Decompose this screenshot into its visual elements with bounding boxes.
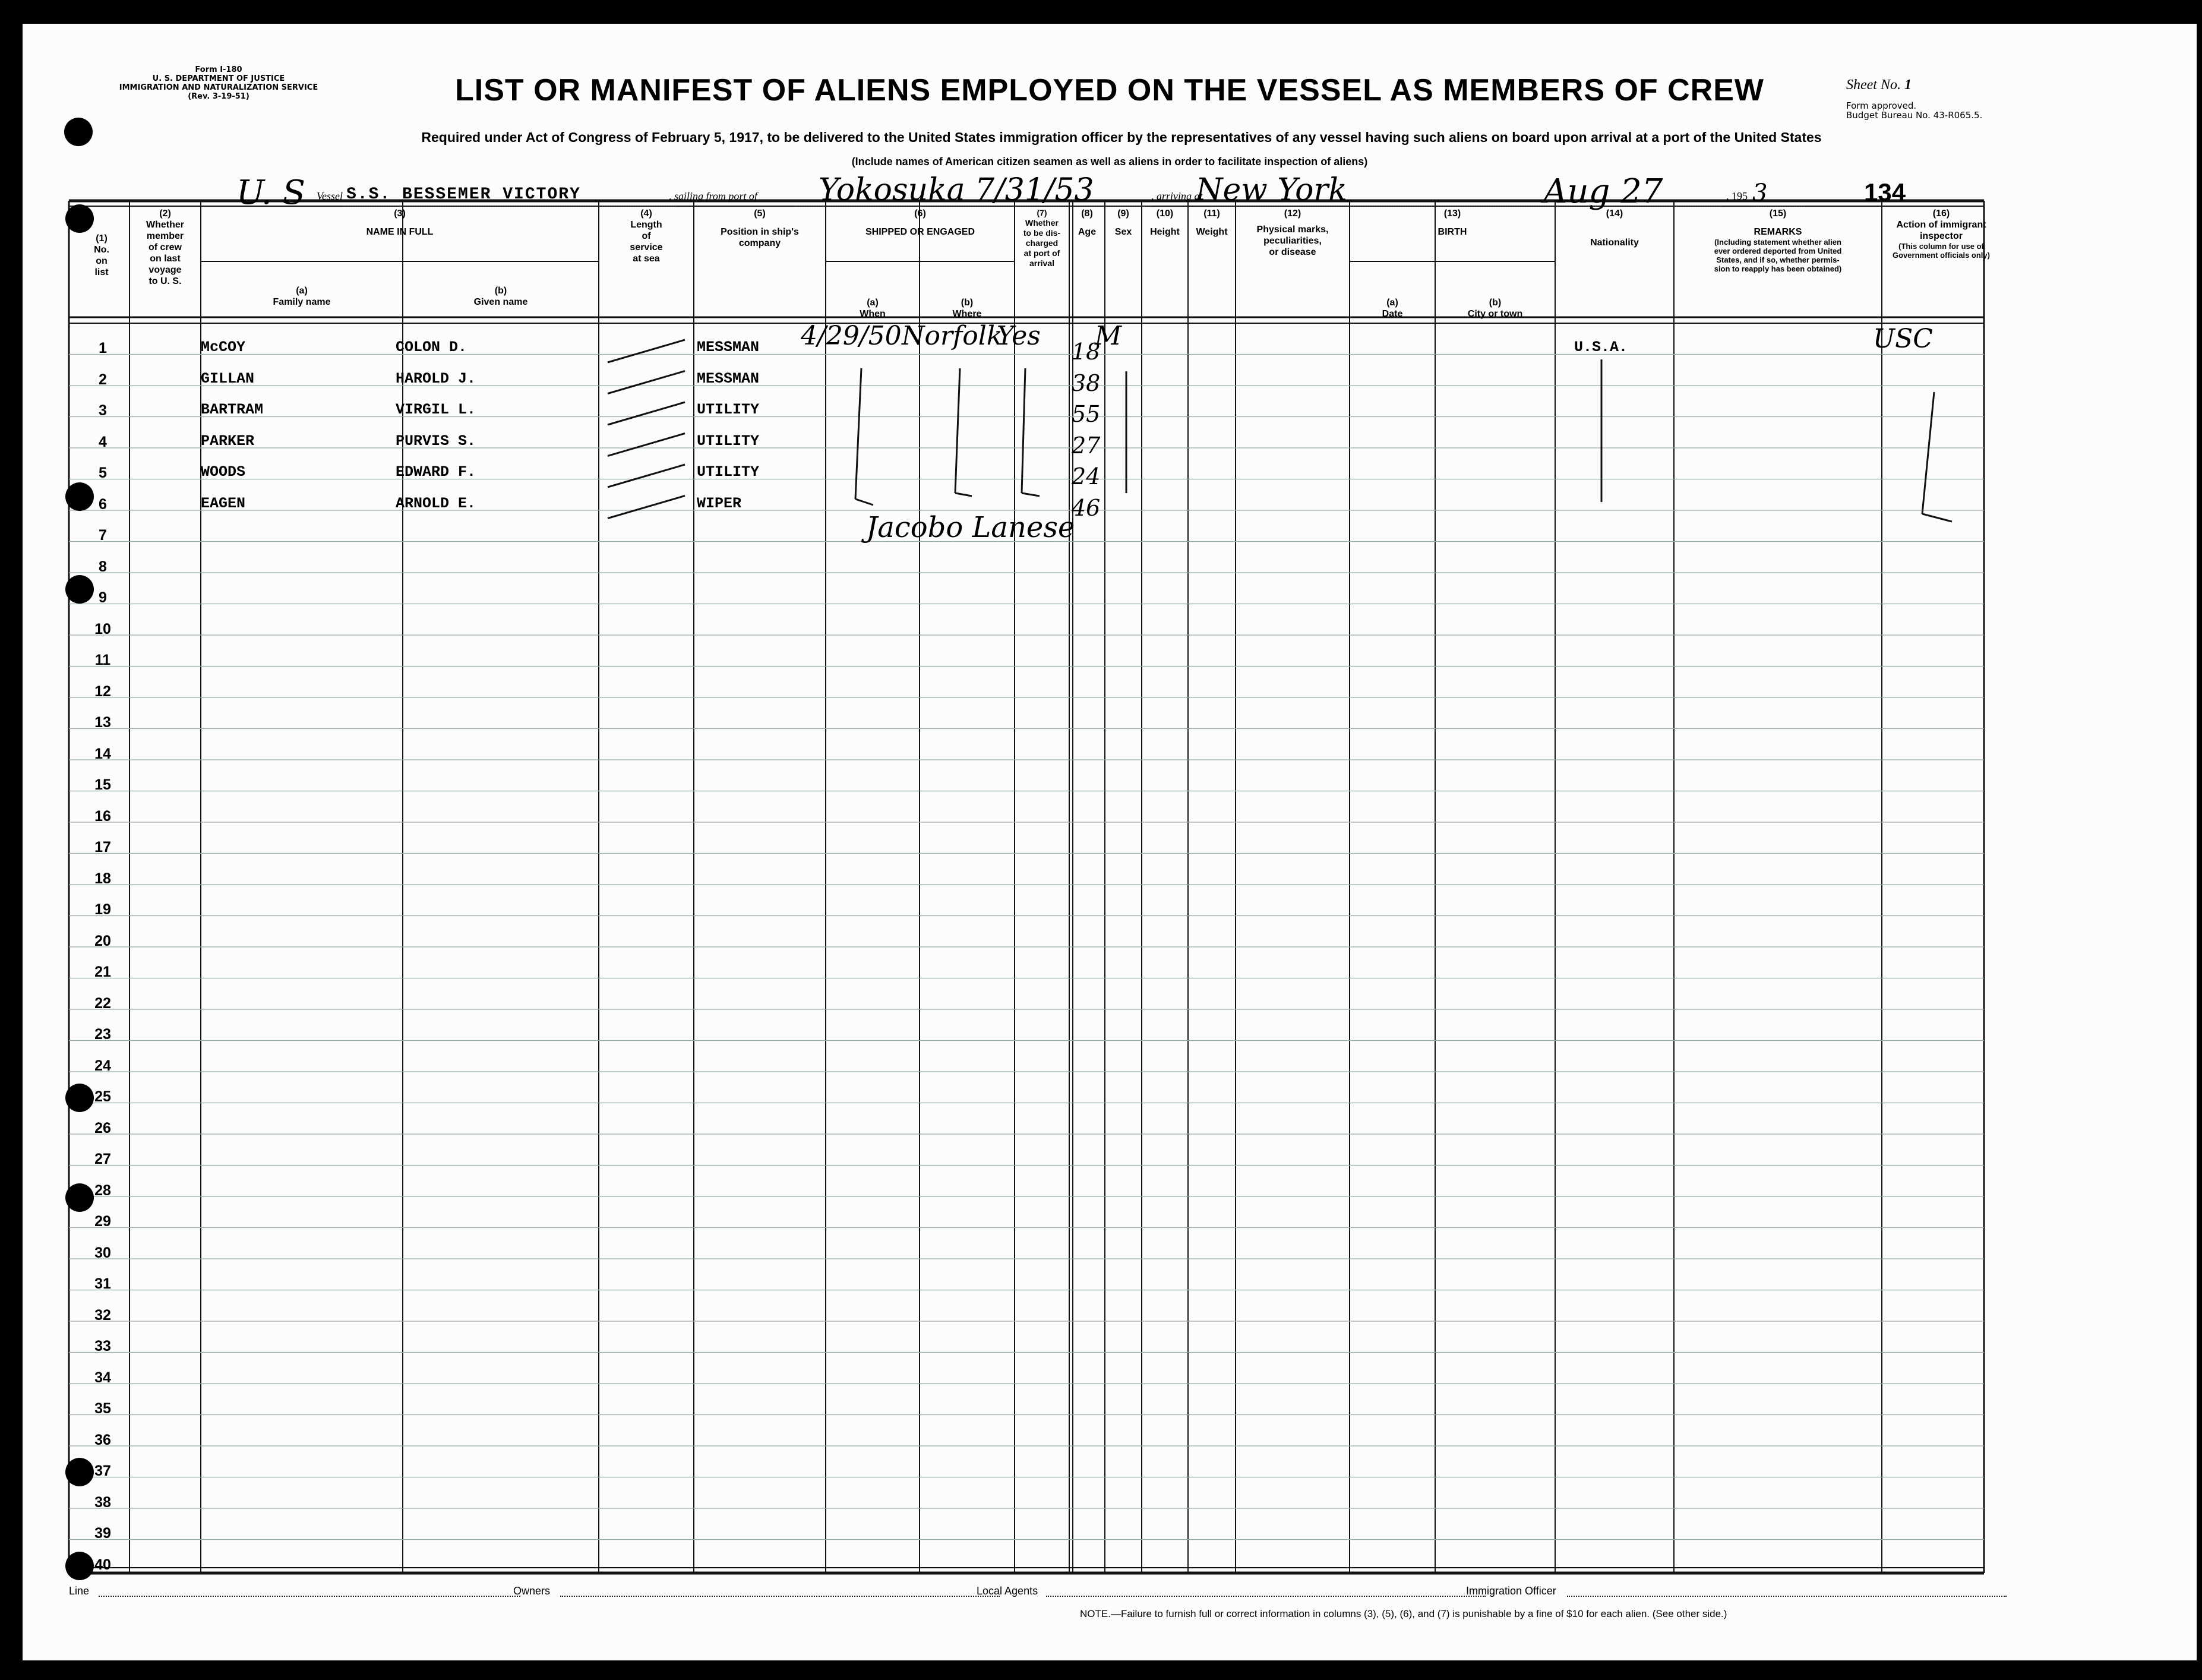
row-number: 15 [94, 776, 111, 793]
punch-hole [65, 482, 94, 511]
crew-age: 27 [1072, 432, 1101, 459]
crew-position: MESSMAN [697, 370, 760, 387]
footer-local-agents-label: Local Agents [977, 1585, 1038, 1597]
row-number: 17 [94, 839, 111, 855]
row-number: 7 [99, 527, 107, 544]
row-number: 31 [94, 1275, 111, 1292]
row-number: 32 [94, 1306, 111, 1324]
row-number: 23 [94, 1026, 111, 1043]
col-header-birth-city: (b) City or town [1467, 298, 1523, 319]
footer-line-label: Line [69, 1585, 90, 1597]
crew-family-name: WOODS [201, 463, 246, 481]
row-number: 28 [94, 1182, 111, 1199]
crew-family-name: EAGEN [201, 494, 246, 512]
punch-hole [64, 118, 93, 146]
row-number: 6 [99, 495, 107, 513]
sailing-port-label: , sailing from port of [669, 190, 757, 202]
crew-position: UTILITY [697, 432, 760, 450]
row-number: 12 [94, 683, 111, 700]
page-number: 134 [1864, 178, 1906, 206]
handwritten-ship-date: 4/29/50 [801, 321, 902, 351]
crew-given-name: COLON D. [396, 339, 467, 356]
punch-hole [65, 1084, 94, 1112]
punch-hole [65, 575, 94, 604]
row-number: 36 [94, 1431, 111, 1448]
legal-requirement: Required under Act of Congress of February 5, 1917, to be delivered to the United States immigration officer by the representatives of any vessel having such aliens on board upon arrival at a port of the United States [421, 130, 1822, 145]
row-number: 24 [94, 1057, 111, 1074]
punch-hole [65, 1552, 94, 1580]
handwritten-flag: U. S [236, 173, 306, 212]
col-header-birth: (13) BIRTH [1438, 209, 1467, 237]
col-header-sex: (9) Sex [1114, 209, 1132, 237]
row-number: 1 [99, 340, 107, 356]
vessel-name: S.S. BESSEMER VICTORY [346, 185, 581, 204]
inclusion-note: (Include names of American citizen seamen as well as aliens in order to facilitate inspection of aliens) [851, 156, 1368, 168]
row-number: 34 [94, 1369, 111, 1386]
sailing-port: Yokosuka 7/31/53 [819, 172, 1094, 208]
crew-age: 24 [1072, 463, 1101, 490]
punch-hole [65, 1183, 94, 1212]
handwritten-inspector-mark: USC [1873, 324, 1933, 354]
row-number: 22 [94, 994, 111, 1012]
year-label: , 195 [1726, 190, 1748, 202]
manifest-sheet [23, 24, 2197, 1660]
row-number: 39 [94, 1525, 111, 1542]
row-number: 29 [94, 1213, 111, 1230]
crew-family-name: PARKER [201, 432, 255, 450]
crew-given-name: VIRGIL L. [396, 401, 476, 418]
row-number: 30 [94, 1244, 111, 1261]
col-header-height: (10) Height [1150, 209, 1180, 237]
crew-age: 38 [1072, 370, 1101, 396]
col-header-age: (8) Age [1078, 209, 1097, 237]
row-number: 3 [99, 402, 107, 419]
crew-age: 18 [1072, 339, 1101, 365]
row-number: 5 [99, 465, 107, 481]
crew-given-name: HAROLD J. [396, 370, 476, 387]
vessel-label: Vessel [317, 190, 343, 202]
row-number: 21 [94, 964, 111, 980]
handwritten-signature: Jacobo Lanese [866, 511, 1075, 544]
col-header-no: (1) No. on list [94, 233, 109, 277]
crew-given-name: PURVIS S. [396, 432, 476, 450]
col-header-shipped-where: (b) Where [952, 298, 982, 319]
col-header-weight: (11) Weight [1196, 209, 1228, 237]
row-number: 18 [94, 870, 111, 887]
sheet-number-label: Sheet No. 1 [1846, 77, 1912, 93]
footer-note: NOTE.—Failure to furnish full or correct information in columns (3), (5), (6), and (7) is punishable by a fine of $10 for each alien. (See other side.) [1080, 1608, 1727, 1619]
crew-position: UTILITY [697, 401, 760, 418]
arrival-port-label: , arriving at [1151, 190, 1203, 202]
col-header-physical-marks: (12) Physical marks, peculiarities, or disease [1256, 209, 1329, 257]
crew-age: 55 [1072, 401, 1101, 427]
crew-given-name: ARNOLD E. [396, 494, 476, 512]
col-header-discharged: (7) Whether to be dis- charged at port of arrival [1023, 208, 1061, 268]
footer-immigration-officer-label: Immigration Officer [1466, 1585, 1556, 1597]
row-number: 25 [94, 1088, 111, 1105]
row-number: 26 [94, 1119, 111, 1136]
row-number: 35 [94, 1400, 111, 1417]
crew-age: 46 [1072, 494, 1101, 521]
handwritten-ship-port: Norfolk [902, 321, 1003, 351]
col-header-shipped: (6) SHIPPED OR ENGAGED [865, 209, 975, 237]
row-number: 2 [99, 371, 107, 388]
handwritten-sex: M [1095, 321, 1122, 351]
col-header-birth-date: (a) Date [1382, 298, 1403, 319]
arrival-date: Aug 27 [1543, 172, 1663, 211]
row-number: 14 [94, 745, 111, 762]
row-number: 10 [94, 620, 111, 637]
crew-given-name: EDWARD F. [396, 463, 476, 481]
row-number: 9 [99, 589, 107, 606]
form-identifier: Form I-180 U. S. DEPARTMENT OF JUSTICE IMMIGRATION AND NATURALIZATION SERVICE (Rev. 3-19-51) [119, 65, 318, 101]
col-header-remarks: (15) REMARKS (Including statement whether alien ever ordered deported from United States, and if so, whether permis- sion to reapply has been obtained) [1714, 209, 1842, 273]
row-number: 38 [94, 1493, 111, 1511]
row-number: 27 [94, 1151, 111, 1167]
col-header-crew-last-voyage: (2) Whether member of crew on last voyage to U. S. [146, 209, 184, 286]
crew-nationality: U.S.A. [1574, 339, 1628, 356]
crew-family-name: McCOY [201, 339, 246, 356]
row-number: 11 [94, 652, 111, 668]
punch-hole [65, 204, 94, 233]
col-header-position: (5) Position in ship's company [721, 209, 799, 248]
punch-hole [65, 1458, 94, 1486]
row-number: 8 [99, 558, 107, 575]
col-header-nationality: (14) Nationality [1590, 209, 1639, 248]
col-header-shipped-when: (a) When [860, 298, 886, 319]
form-approval: Form approved. Budget Bureau No. 43-R065.5. [1846, 100, 1983, 121]
row-number: 40 [94, 1556, 111, 1573]
col-header-length-service: (4) Length of service at sea [630, 209, 663, 264]
row-number: 19 [94, 901, 111, 918]
crew-family-name: GILLAN [201, 370, 255, 387]
row-number: 37 [94, 1463, 111, 1479]
crew-position: UTILITY [697, 463, 760, 481]
row-number: 33 [94, 1338, 111, 1354]
row-number: 20 [94, 932, 111, 949]
arrival-port: New York [1196, 172, 1347, 208]
page-title: LIST OR MANIFEST OF ALIENS EMPLOYED ON THE VESSEL AS MEMBERS OF CREW [455, 73, 1764, 108]
footer-owners-label: Owners [513, 1585, 551, 1597]
col-header-inspector-action: (16) Action of immigrant inspector (This column for use of Government officials only) [1893, 209, 1990, 260]
col-header-name: (3) NAME IN FULL [366, 209, 434, 237]
crew-position: MESSMAN [697, 339, 760, 356]
row-number: 4 [99, 433, 107, 450]
handwritten-discharged: Yes [997, 321, 1041, 351]
row-number: 16 [94, 807, 111, 825]
crew-family-name: BARTRAM [201, 401, 264, 418]
row-number: 13 [94, 714, 111, 731]
year-suffix: 3 [1752, 179, 1768, 207]
crew-position: WIPER [697, 494, 742, 512]
col-header-family-name: (a) Family name [273, 286, 331, 307]
col-header-given-name: (b) Given name [473, 286, 528, 307]
